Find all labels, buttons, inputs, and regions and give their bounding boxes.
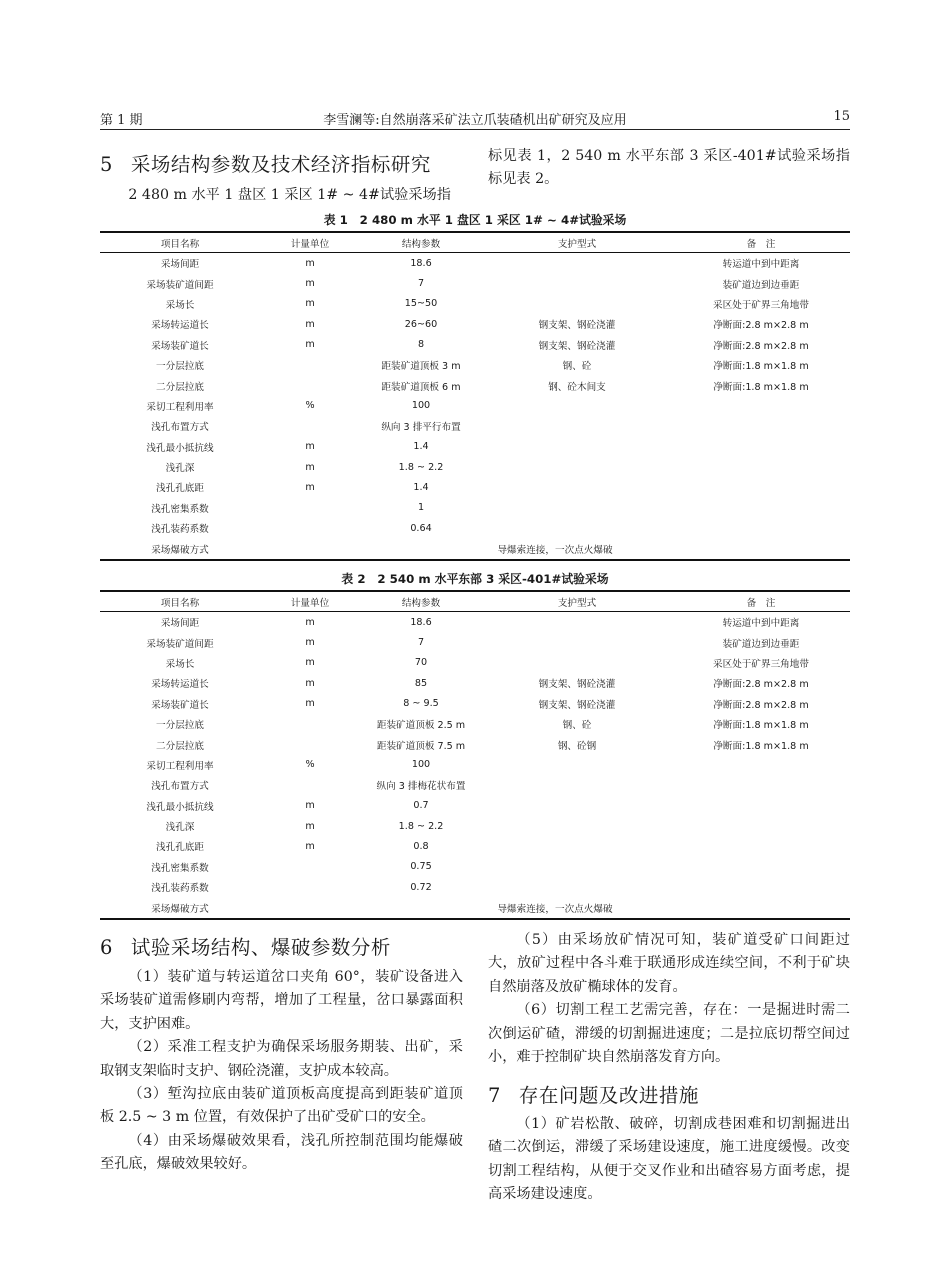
table-row [100,755,850,775]
table-row [100,897,850,918]
column-header: 结构参数 [360,591,482,612]
table-cell: 采区处于矿界三角地带 [713,299,809,311]
running-title: 李雪澜等:自然崩落采矿法立爪装碴机出矿研究及应用 [323,113,627,128]
section-7-heading [488,1080,699,1108]
table-cell: 8 [417,339,425,351]
table-cell: 装矿道边到边垂距 [722,638,800,650]
table-row [100,355,850,375]
table-2-caption: 表 2 2 540 m 水平东部 3 采区-401#试验采场 [341,572,609,586]
table-cell [482,273,672,293]
table-cell [260,857,360,877]
table-cell [672,477,850,497]
table-cell [482,653,672,673]
table-cell: 70 [414,657,428,669]
table-row [100,437,850,457]
section-5-text-left: 2 480 m 水平 1 盘区 1 采区 1# ~ 4#试验采场指 [128,187,451,203]
table-cell: 一分层拉底 [156,361,204,373]
table-cell [482,836,672,856]
table-cell: m [305,677,315,689]
table-cell: 7 [417,278,425,290]
table-cell: 1 [417,502,425,514]
table-cell: 净断面:1.8 m×1.8 m [713,740,809,752]
section-6-heading [100,932,391,960]
table-cell: 一分层拉底 [156,720,204,732]
table-cell [672,857,850,877]
table-cell: m [305,637,315,649]
table-cell [260,518,360,538]
table-cell: m [305,461,315,473]
table-row [100,294,850,314]
table-cell: 采切工程利用率 [146,401,214,413]
table-cell [672,775,850,795]
table-row [100,335,850,355]
table-cell [482,877,672,897]
table-row [100,273,850,293]
table-cell: 100 [411,400,431,412]
table-cell: 采场长 [165,658,195,670]
table-cell: 0.7 [413,800,429,812]
table-cell [482,477,672,497]
table-header-row [100,232,850,253]
table-cell: 18.6 [410,257,432,269]
table-cell: 采场爆破方式 [100,538,260,559]
table-cell: 浅孔深 [165,463,195,475]
table-row [100,673,850,693]
table-cell: 净断面:2.8 m×2.8 m [713,679,809,691]
table-cell: 距装矿道顶板 3 m [381,361,461,373]
table-header-row [100,591,850,612]
table-cell [482,416,672,436]
table-cell [482,294,672,314]
table-cell: 浅孔最小抵抗线 [146,442,214,454]
table-cell [260,877,360,897]
table-cell: 1.4 [413,481,429,493]
table-cell [482,518,672,538]
table-cell: 导爆索连接，一次点火爆破 [260,538,850,559]
table-cell: 采场转运道长 [151,320,209,332]
table-cell: 采场爆破方式 [100,897,260,918]
table-cell: 1.8 ~ 2.2 [398,461,444,473]
paragraph: （4）由采场爆破效果看，浅孔所控制范围均能爆破至孔底，爆破效果较好。 [100,1132,463,1173]
table-cell [672,836,850,856]
table-cell: 纵向 3 排梅花状布置 [376,781,466,793]
table-cell [260,355,360,375]
table-cell: 采区处于矿界三角地带 [713,658,809,670]
table-row [100,796,850,816]
table-cell [482,632,672,652]
table-cell: 净断面:1.8 m×1.8 m [713,720,809,732]
table-cell [482,755,672,775]
table-cell: m [305,318,315,330]
table-cell: 纵向 3 排平行布置 [381,422,461,434]
column-header: 项目名称 [100,591,260,612]
table-cell: 钢、砼 [562,720,592,732]
table-cell: m [305,298,315,310]
table-cell: m [305,441,315,453]
table-1-caption: 表 1 2 480 m 水平 1 盘区 1 采区 1# ~ 4#试验采场 [323,213,627,227]
table-cell: 采切工程利用率 [146,760,214,772]
table-cell: 15~50 [404,298,438,310]
paragraph: （3）堑沟拉底由装矿道顶板高度提高到距装矿道顶板 2.5 ~ 3 m 位置，有效保护了出矿受矿口的安全。 [100,1086,463,1126]
column-header: 支护型式 [482,591,672,612]
table-cell [672,416,850,436]
page-number: 15 [833,109,850,124]
table-cell: 装矿道边到边垂距 [722,279,800,291]
table-cell: 距装矿道顶板 2.5 m [376,720,466,732]
table-cell: 采场间距 [160,618,200,630]
table-cell: 浅孔深 [165,822,195,834]
table-cell [482,437,672,457]
table-cell [260,775,360,795]
table-cell: 钢支架、钢砼浇灌 [538,340,616,352]
table-cell: 采场装矿道间距 [146,638,214,650]
table-cell: 二分层拉底 [156,381,204,393]
column-header: 备 注 [672,591,850,612]
table-row [100,612,850,633]
section-number: 7 [488,1084,501,1107]
table-cell: 1.4 [413,441,429,453]
table-cell: 18.6 [410,616,432,628]
table-cell: m [305,616,315,628]
column-header: 备 注 [672,232,850,253]
table-cell: m [305,840,315,852]
table-cell: 26~60 [404,318,438,330]
section-number: 5 [100,153,113,176]
table-row [100,538,850,559]
table-cell: 导爆索连接，一次点火爆破 [260,897,850,918]
table-cell: 净断面:2.8 m×2.8 m [713,320,809,332]
table-row [100,375,850,395]
column-header: 计量单位 [260,591,360,612]
table-row [100,836,850,856]
table-cell [672,796,850,816]
journal-issue: 第 1 期 [100,113,143,128]
table-cell: m [305,278,315,290]
table-cell: m [305,657,315,669]
table-cell [672,437,850,457]
table-cell: 采场装矿道间距 [146,279,214,291]
header-rule [100,129,850,130]
table-cell: 净断面:2.8 m×2.8 m [713,699,809,711]
section-5-text-right: 标见表 1，2 540 m 水平东部 3 采区-401#试验采场指标见表 2。 [488,148,850,188]
table-row [100,877,850,897]
table-cell: 距装矿道顶板 6 m [381,381,461,393]
table-cell: 100 [411,759,431,771]
section-number: 6 [100,936,113,959]
table-row [100,714,850,734]
table-cell [260,714,360,734]
table-cell [672,498,850,518]
table-cell: 浅孔孔底距 [156,483,204,495]
table-row [100,734,850,754]
table-cell: 钢支架、钢砼浇灌 [538,679,616,691]
table-cell: 0.72 [410,881,432,893]
table-row [100,816,850,836]
table-2 [100,590,850,920]
table-cell: 钢支架、钢砼浇灌 [538,699,616,711]
table-cell: 浅孔装药系数 [151,883,209,895]
table-cell [672,457,850,477]
table-cell [482,857,672,877]
table-cell: 浅孔布置方式 [151,422,209,434]
table-row [100,477,850,497]
paragraph: （2）采准工程支护为确保采场服务期装、出矿，采取钢支架临时支护、钢砼浇灌，支护成本较高。 [100,1039,463,1079]
table-cell [672,396,850,416]
table-cell: m [305,257,315,269]
column-header: 计量单位 [260,232,360,253]
table-cell: % [305,400,315,412]
paragraph: （6）切割工程工艺需完善，存在：一是掘进时需二次倒运矿碴，滞缓的切割掘进速度；二是拉底切帮空间过小，难于控制矿块自然崩落发育方向。 [488,1002,850,1066]
table-row [100,253,850,274]
table-cell [482,457,672,477]
table-cell [482,253,672,274]
section-6-right-column [488,929,850,1069]
table-cell [672,518,850,538]
table-cell: 转运道中到中距离 [722,618,800,630]
table-cell: 钢支架、钢砼浇灌 [538,320,616,332]
table-cell: 浅孔最小抵抗线 [146,801,214,813]
table-cell [482,612,672,633]
paragraph: （1）矿岩松散、破碎，切割成巷困难和切割掘进出碴二次倒运，滞缓了采场建设速度，施工进度缓慢。改变切割工程结构，从便于交叉作业和出碴容易方面考虑，提高采场建设速度。 [488,1116,850,1203]
table-row [100,653,850,673]
table-cell [672,877,850,897]
table-cell: m [305,339,315,351]
table-cell: 0.75 [410,861,432,873]
paragraph: （5）由采场放矿情况可知，装矿道受矿口间距过大，放矿过程中各斗难于联通形成连续空间，不利于矿块自然崩落及放矿椭球体的发育。 [488,932,850,995]
table-cell: 钢、砼钢 [557,740,597,752]
table-cell [482,796,672,816]
section-title: 试验采场结构、爆破参数分析 [130,936,391,959]
table-row [100,314,850,334]
table-cell: 85 [414,677,428,689]
table-cell: m [305,481,315,493]
table-cell: m [305,698,315,710]
table-cell: 采场转运道长 [151,679,209,691]
table-cell [482,498,672,518]
table-cell: 采场间距 [160,259,200,271]
table-cell: 距装矿道顶板 7.5 m [376,740,466,752]
table-cell [672,755,850,775]
paragraph: （1）装矿道与转运道岔口夹角 60°，装矿设备进入采场装矿道需修刷内弯帮，增加了工程量，岔口暴露面积大，支护困难。 [100,969,463,1032]
table-cell: 净断面:2.8 m×2.8 m [713,340,809,352]
table-cell: 7 [417,637,425,649]
column-header: 结构参数 [360,232,482,253]
column-header: 支护型式 [482,232,672,253]
section-5-heading [100,149,431,177]
table-row [100,498,850,518]
table-cell: m [305,800,315,812]
table-cell: 1.8 ~ 2.2 [398,820,444,832]
table-cell: 浅孔布置方式 [151,781,209,793]
table-cell: 净断面:1.8 m×1.8 m [713,381,809,393]
table-row [100,632,850,652]
table-cell [672,816,850,836]
column-header: 项目名称 [100,232,260,253]
table-cell: 0.64 [410,522,432,534]
table-cell: 浅孔密集系数 [151,503,209,515]
table-cell: 浅孔密集系数 [151,862,209,874]
table-row [100,457,850,477]
section-title: 采场结构参数及技术经济指标研究 [130,153,431,176]
table-row [100,694,850,714]
table-row [100,518,850,538]
table-row [100,775,850,795]
section-title: 存在问题及改进措施 [518,1084,699,1107]
table-cell [482,396,672,416]
table-cell: 浅孔装药系数 [151,524,209,536]
table-cell: 8 ~ 9.5 [403,698,439,710]
table-row [100,396,850,416]
section-7-text [488,1113,850,1207]
table-cell [260,734,360,754]
table-row [100,857,850,877]
section-6-left-column [100,966,463,1177]
table-cell: 净断面:1.8 m×1.8 m [713,361,809,373]
table-cell: 钢、砼 [562,361,592,373]
table-cell: 钢、砼木间支 [548,381,606,393]
table-cell [482,816,672,836]
table-cell: 二分层拉底 [156,740,204,752]
table-cell: 采场装矿道长 [151,340,209,352]
table-cell: % [305,759,315,771]
table-cell [260,375,360,395]
table-cell [482,775,672,795]
table-cell: m [305,820,315,832]
table-cell [260,416,360,436]
table-cell: 转运道中到中距离 [722,259,800,271]
table-cell: 采场长 [165,299,195,311]
table-cell [260,498,360,518]
table-1 [100,231,850,561]
table-cell: 0.8 [413,840,429,852]
table-row [100,416,850,436]
table-cell: 采场装矿道长 [151,699,209,711]
table-cell: 浅孔孔底距 [156,842,204,854]
